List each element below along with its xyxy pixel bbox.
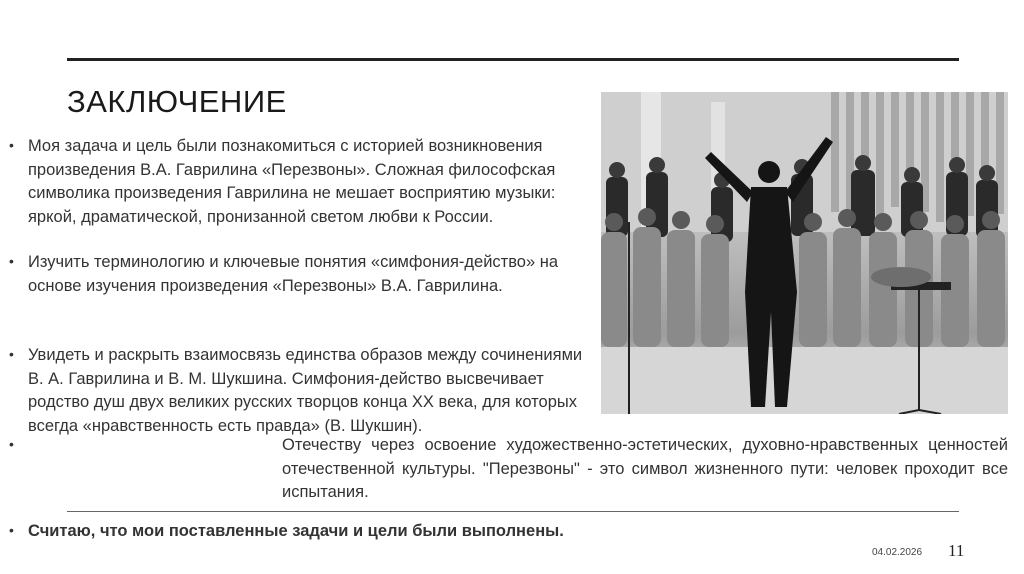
bullet-5: •: [9, 522, 14, 538]
footer-date: 04.02.2026: [872, 547, 923, 558]
page-number: 11: [948, 541, 965, 560]
slide-title: ЗАКЛЮЧЕНИЕ: [67, 84, 287, 119]
bullet-2: •: [9, 253, 14, 269]
paragraph-4: Отечеству через освоение художественно-эстетических, духовно-нравственных ценностей отечественной культуры. "Перезвоны" - это символ жизненного пути: человек проходит все испытания.: [282, 436, 1008, 501]
bullet-1: •: [9, 137, 14, 153]
choir-photo: [601, 92, 1008, 414]
paragraph-1: Моя задача и цель были познакомиться с историей возникновения произведения В.А. Гаврилина «Перезвоны». Сложная философская символика произведения Гаврилина не мешает восприятию музыки: яркой, драматической, пронизанной светом любви к России.: [28, 137, 556, 226]
top-rule: [67, 58, 959, 61]
conclusion-statement: Считаю, что мои поставленные задачи и цели были выполнены.: [28, 522, 564, 540]
bullet-4: •: [9, 436, 14, 452]
bottom-rule: [67, 511, 959, 512]
bullet-3: •: [9, 346, 14, 362]
paragraph-2: Изучить терминологию и ключевые понятия «симфония-действо» на основе изучения произведения «Перезвоны» В.А. Гаврилина.: [28, 253, 559, 295]
paragraph-3: Увидеть и раскрыть взаимосвязь единства образов между сочинениями В. А. Гаврилина и В. М. Шукшина. Симфония-действо высвечивает родство душ двух великих русских творцов конца XX века, для которых всегда «нравственность есть правда» (В. Шукшин).: [28, 346, 583, 435]
